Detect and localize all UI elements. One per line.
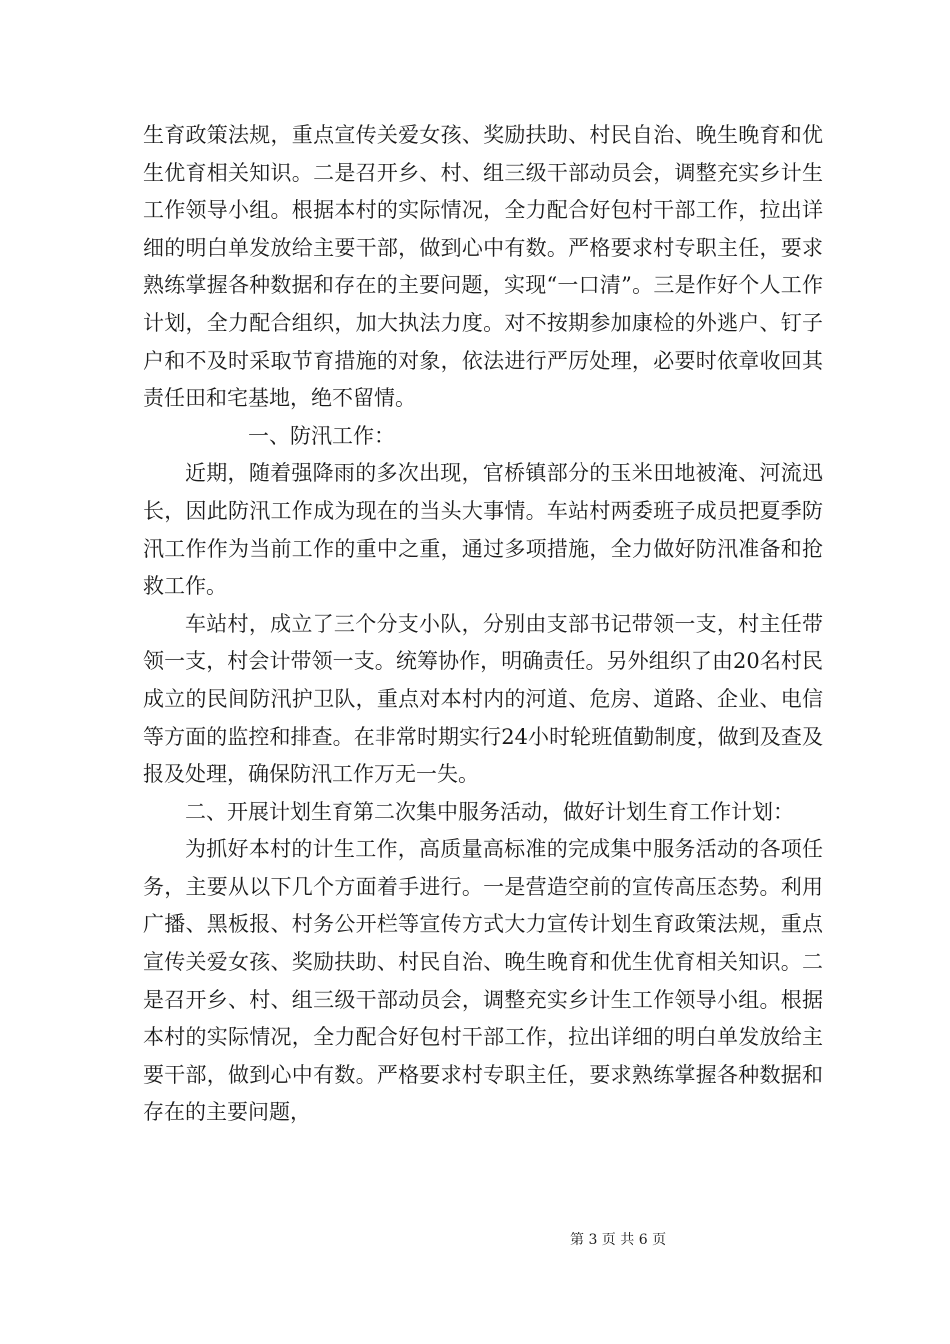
paragraph-continuation: 生育政策法规，重点宣传关爱女孩、奖励扶助、村民自治、晚生晚育和优生优育相关知识。二是召开乡、村、组三级干部动员会，调整充实乡计生工作领导小组。根据本村的实际情况，全力配合好包村干部工作，拉出详细的明白单发放给主要干部，做到心中有数。严格要求村专职主任，要求熟练掌握各种数据和存在的主要问题，实现“一口清”。三是作好个人工作计划，全力配合组织，加大执法力度。对不按期参加康检的外逃户、钉子户和不及时采取节育措施的对象，依法进行严厉处理，必要时依章收回其责任田和宅基地，绝不留情。 xyxy=(143,123,823,411)
section-heading-flood-control: 一、防汛工作： xyxy=(248,423,395,448)
page-number-footer: 第 3 页 共 6 页 xyxy=(570,1232,667,1248)
section-heading-family-planning: 二、开展计划生育第二次集中服务活动，做好计划生育工作计划： xyxy=(185,799,794,824)
document-body xyxy=(143,117,823,1132)
paragraph-flood-teams: 车站村，成立了三个分支小队，分别由支部书记带领一支，村主任带领一支，村会计带领一支。统筹协作，明确责任。另外组织了由20名村民成立的民间防汛护卫队，重点对本村内的河道、危房、道路、企业、电信等方面的监控和排查。在非常时期实行24小时轮班值勤制度，做到及查及报及处理，确保防汛工作万无一失。 xyxy=(143,611,823,787)
paragraph-flood-situation: 近期，随着强降雨的多次出现，官桥镇部分的玉米田地被淹、河流迅长，因此防汛工作成为现在的当头大事情。车站村两委班子成员把夏季防汛工作作为当前工作的重中之重，通过多项措施，全力做好防汛准备和抢救工作。 xyxy=(143,461,823,599)
paragraph-family-planning: 为抓好本村的计生工作，高质量高标准的完成集中服务活动的各项任务，主要从以下几个方面着手进行。一是营造空前的宣传高压态势。利用广播、黑板报、村务公开栏等宣传方式大力宣传计划生育政策法规，重点宣传关爱女孩、奖励扶助、村民自治、晚生晚育和优生优育相关知识。二是召开乡、村、组三级干部动员会，调整充实乡计生工作领导小组。根据本村的实际情况，全力配合好包村干部工作，拉出详细的明白单发放给主要干部，做到心中有数。严格要求村专职主任，要求熟练掌握各种数据和存在的主要问题， xyxy=(143,837,823,1125)
